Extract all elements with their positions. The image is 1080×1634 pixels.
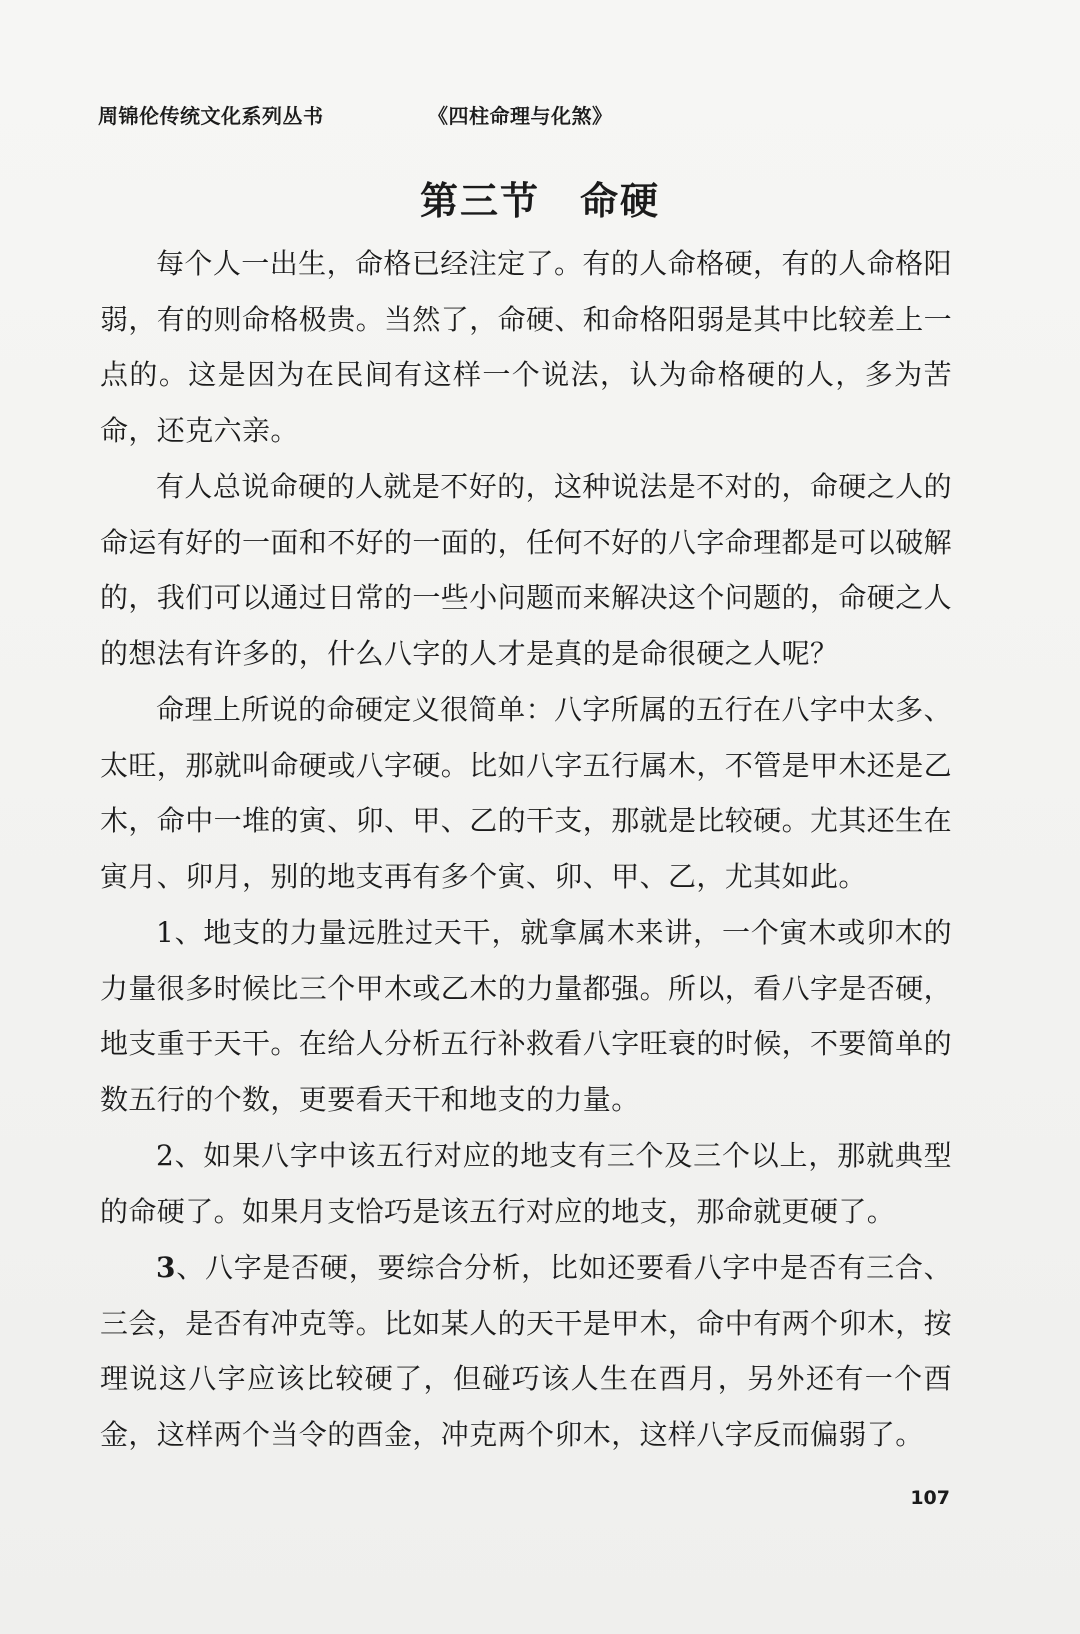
body-text [100,236,952,1463]
paragraph: 命理上所说的命硬定义很简单：八字所属的五行在八字中太多、太旺，那就叫命硬或八字硬。比如八字五行属木，不管是甲木还是乙木，命中一堆的寅、卯、甲、乙的干支，那就是比较硬。尤其还生在寅月、卯月，别的地支再有多个寅、卯、甲、乙，尤其如此。 [100,693,953,893]
section-title: 第三节 命硬 [419,179,660,223]
paragraph-number: 3 [156,1251,176,1284]
book-title: 《四柱命理与化煞》 [428,104,613,128]
running-header [98,100,998,130]
paragraph [100,1240,952,1462]
paragraph-text: 、八字是否硬，要综合分析，比如还要看八字中是否有三合、三会，是否有冲克等。比如某人的天干是甲木，命中有两个卯木，按理说这八字应该比较硬了，但碰巧该人生在酉月，另外还有一个酉金，这样两个当令的酉金，冲克两个卯木，这样八字反而偏弱了。 [100,1251,953,1451]
paragraph: 1、地支的力量远胜过天干，就拿属木来讲，一个寅木或卯木的力量很多时候比三个甲木或乙木的力量都强。所以，看八字是否硬，地支重于天干。在给人分析五行补救看八字旺衰的时候，不要简单的数五行的个数，更要看天干和地支的力量。 [100,916,953,1116]
page-number: 107 [910,1487,950,1509]
paragraph: 每个人一出生，命格已经注定了。有的人命格硬，有的人命格阳弱，有的则命格极贵。当然了，命硬、和命格阳弱是其中比较差上一点的。这是因为在民间有这样一个说法，认为命格硬的人，多为苦命，还克六亲。 [100,247,953,447]
paragraph: 2、如果八字中该五行对应的地支有三个及三个以上，那就典型的命硬了。如果月支恰巧是该五行对应的地支，那命就更硬了。 [100,1139,952,1228]
paragraph: 有人总说命硬的人就是不好的，这种说法是不对的，命硬之人的命运有好的一面和不好的一面的，任何不好的八字命理都是可以破解的，我们可以通过日常的一些小问题而来解决这个问题的，命硬之人的想法有许多的，什么八字的人才是真的是命很硬之人呢？ [100,470,953,670]
series-name: 周锦伦传统文化系列丛书 [98,104,324,128]
